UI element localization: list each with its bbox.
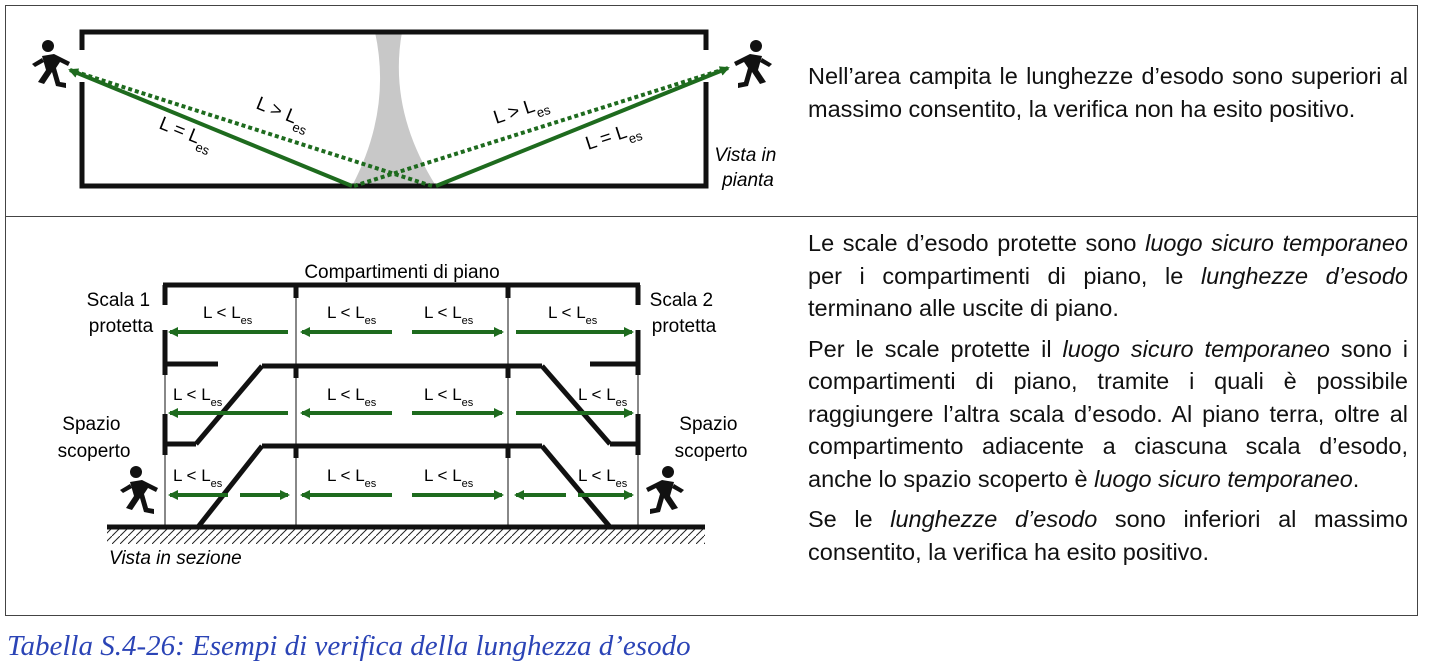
svg-text:L < Les: $L < L_{es}$ (578, 385, 628, 409)
row2-paragraph-3: Se le lunghezze d’esodo sono inferiori al massimo consentito, la verifica ha esito positivo. (808, 506, 1408, 565)
exit-runner-icon (646, 466, 684, 514)
svg-text:L < Les: $L < L_{es}$ (173, 466, 223, 490)
svg-text:L < Les: $L < L_{es}$ (424, 385, 474, 409)
left-stair-label: Scala 1 protetta (86, 290, 154, 337)
label-left-dotted: $L > L_{es}$ (253, 93, 309, 139)
plan-view (32, 32, 782, 191)
row2-paragraph-2: Per le scale protette il luogo sicuro temporaneo sono i compartimenti di piano, tramite i quali è possibile raggiungere l’altra scala d’esodo. Al piano terra, oltre al compartimento adiacente a ciascuna scala d’esodo, anche lo spazio scoperto è luogo sicuro temporaneo. (808, 335, 1409, 492)
svg-text:L < Les: $L < L_{es}$ (327, 385, 377, 409)
label-right-solid: $L = L_{es}$ (583, 121, 645, 155)
svg-text:L < Les: $L < L_{es}$ (327, 466, 377, 490)
path-right-dotted (354, 68, 728, 186)
row1-description (808, 60, 1408, 133)
exit-runner-icon (120, 466, 158, 514)
ground-hatch (107, 528, 705, 544)
exit-runner-icon (32, 40, 70, 88)
figures (5, 5, 805, 616)
compartments-title: Compartimenti di piano (304, 262, 500, 283)
view-label-plan: Vista in pianta (714, 145, 777, 191)
path-left-solid (70, 70, 352, 186)
svg-text:L < Les: $L < L_{es}$ (327, 303, 377, 327)
row2-description (808, 227, 1408, 576)
left-open-space-label: Spazio scoperto (57, 414, 131, 462)
label-left-solid: $L = L_{es}$ (156, 113, 212, 159)
view-label-section: Vista in sezione (109, 548, 242, 569)
svg-text:L < Les: $L < L_{es}$ (424, 303, 474, 327)
label-right-dotted: $L > L_{es}$ (491, 95, 553, 129)
svg-text:L < Les: $L < L_{es}$ (578, 466, 628, 490)
row1-paragraph: Nell’area campita le lunghezze d’esodo sono superiori al massimo consentito, la verifica non ha esito positivo. (808, 63, 1408, 122)
svg-text:L < Les: $L < L_{es}$ (548, 303, 598, 327)
path-right-solid (436, 68, 728, 186)
row2-paragraph-1: Le scale d’esodo protette sono luogo sicuro temporaneo per i compartimenti di piano, le lunghezze d’esodo terminano alle uscite di piano. (808, 230, 1408, 321)
svg-text:L < Les: $L < L_{es}$ (424, 466, 474, 490)
section-view (58, 262, 748, 569)
svg-text:L < Les: $L < L_{es}$ (203, 303, 253, 327)
exit-runner-icon (734, 40, 772, 88)
right-stair-label: Scala 2 protetta (649, 290, 717, 337)
right-open-space-label: Spazio scoperto (674, 414, 748, 462)
svg-text:L < Les: $L < L_{es}$ (173, 385, 223, 409)
table-caption: Tabella S.4-26: Esempi di verifica della lunghezza d’esodo (7, 630, 691, 662)
